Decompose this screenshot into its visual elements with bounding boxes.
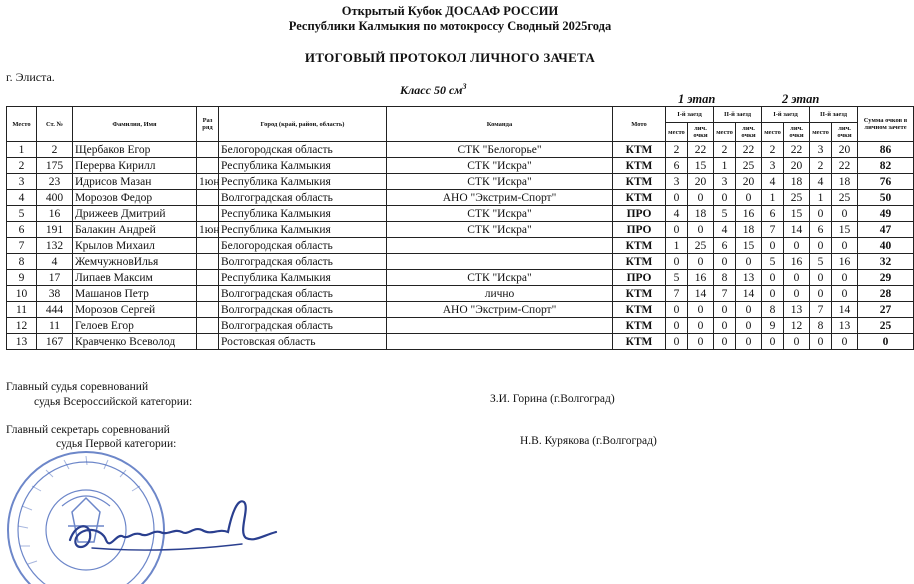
race-place-cell: 0 [810, 206, 832, 222]
moto-cell: КТМ [613, 142, 666, 158]
team-cell [387, 238, 613, 254]
race-points-cell: 0 [784, 238, 810, 254]
col-race-4: II-й заезд [810, 107, 858, 123]
race-place-cell: 0 [714, 318, 736, 334]
moto-cell: КТМ [613, 302, 666, 318]
table-row [7, 190, 914, 206]
sub-points: лич. очки [832, 123, 858, 142]
col-place: Место [7, 107, 37, 142]
race-points-cell: 14 [688, 286, 714, 302]
race-place-cell: 4 [666, 206, 688, 222]
race-points-cell: 0 [832, 334, 858, 350]
moto-cell: КТМ [613, 238, 666, 254]
col-team: Команда [387, 107, 613, 142]
sum-cell: 29 [858, 270, 914, 286]
city-cell: Волгоградская область [219, 318, 387, 334]
col-rank: Раз ряд [197, 107, 219, 142]
race-place-cell: 0 [714, 190, 736, 206]
race-points-cell: 0 [736, 190, 762, 206]
race-place-cell: 1 [810, 190, 832, 206]
place-cell: 5 [7, 206, 37, 222]
race-place-cell: 8 [714, 270, 736, 286]
name-cell: Морозов Сергей [73, 302, 197, 318]
city-cell: Республика Калмыкия [219, 174, 387, 190]
race-points-cell: 25 [784, 190, 810, 206]
race-points-cell: 16 [784, 254, 810, 270]
table-row [7, 158, 914, 174]
chief-secretary-name: Н.В. Курякова (г.Волгоград) [520, 435, 657, 447]
city-cell: Волгоградская область [219, 302, 387, 318]
class-superscript: 3 [462, 82, 467, 91]
team-cell: СТК "Искра" [387, 158, 613, 174]
race-place-cell: 2 [762, 142, 784, 158]
rank-cell [197, 142, 219, 158]
race-points-cell: 0 [832, 286, 858, 302]
race-place-cell: 4 [762, 174, 784, 190]
race-points-cell: 13 [832, 318, 858, 334]
number-cell: 167 [37, 334, 73, 350]
race-place-cell: 5 [714, 206, 736, 222]
race-points-cell: 15 [784, 206, 810, 222]
race-points-cell: 18 [688, 206, 714, 222]
sub-place: место [810, 123, 832, 142]
col-city: Город (край, район, область) [219, 107, 387, 142]
col-moto: Мото [613, 107, 666, 142]
race-place-cell: 6 [810, 222, 832, 238]
number-cell: 175 [37, 158, 73, 174]
race-place-cell: 0 [666, 318, 688, 334]
place-cell: 2 [7, 158, 37, 174]
race-place-cell: 7 [714, 286, 736, 302]
number-cell: 132 [37, 238, 73, 254]
race-points-cell: 13 [784, 302, 810, 318]
table-row [7, 302, 914, 318]
race-place-cell: 3 [714, 174, 736, 190]
name-cell: Щербаков Егор [73, 142, 197, 158]
number-cell: 16 [37, 206, 73, 222]
number-cell: 191 [37, 222, 73, 238]
race-place-cell: 0 [762, 238, 784, 254]
rank-cell [197, 206, 219, 222]
race-points-cell: 22 [832, 158, 858, 174]
race-place-cell: 2 [666, 142, 688, 158]
race-points-cell: 18 [832, 174, 858, 190]
sub-points: лич. очки [784, 123, 810, 142]
rank-cell [197, 302, 219, 318]
race-place-cell: 7 [666, 286, 688, 302]
race-place-cell: 0 [666, 334, 688, 350]
moto-cell: КТМ [613, 318, 666, 334]
moto-cell: КТМ [613, 254, 666, 270]
city-cell: Республика Калмыкия [219, 158, 387, 174]
rank-cell [197, 158, 219, 174]
race-points-cell: 0 [832, 238, 858, 254]
race-place-cell: 7 [762, 222, 784, 238]
table-row [7, 254, 914, 270]
race-place-cell: 0 [762, 286, 784, 302]
race-points-cell: 0 [688, 302, 714, 318]
col-sum: Сумма очков в личном зачете [858, 107, 914, 142]
name-cell: Крылов Михаил [73, 238, 197, 254]
place-cell: 4 [7, 190, 37, 206]
race-points-cell: 14 [736, 286, 762, 302]
race-points-cell: 22 [688, 142, 714, 158]
race-points-cell: 20 [688, 174, 714, 190]
race-place-cell: 0 [762, 334, 784, 350]
race-points-cell: 18 [736, 222, 762, 238]
number-cell: 11 [37, 318, 73, 334]
sum-cell: 49 [858, 206, 914, 222]
race-place-cell: 0 [810, 238, 832, 254]
race-place-cell: 6 [666, 158, 688, 174]
table-row [7, 270, 914, 286]
city-cell: Ростовская область [219, 334, 387, 350]
team-cell: СТК "Белогорье" [387, 142, 613, 158]
race-points-cell: 0 [688, 190, 714, 206]
name-cell: Морозов Федор [73, 190, 197, 206]
rank-cell: 1юн [197, 222, 219, 238]
number-cell: 444 [37, 302, 73, 318]
race-place-cell: 0 [810, 334, 832, 350]
race-points-cell: 0 [736, 318, 762, 334]
number-cell: 400 [37, 190, 73, 206]
chief-judge-title: Главный судья соревнований [6, 381, 149, 393]
sum-cell: 25 [858, 318, 914, 334]
city-cell: Республика Калмыкия [219, 222, 387, 238]
race-place-cell: 5 [666, 270, 688, 286]
place-cell: 13 [7, 334, 37, 350]
table-row [7, 174, 914, 190]
race-points-cell: 0 [832, 270, 858, 286]
place-cell: 11 [7, 302, 37, 318]
race-place-cell: 5 [810, 254, 832, 270]
chief-judge-category: судья Всероссийской категории: [34, 396, 193, 408]
race-place-cell: 2 [810, 158, 832, 174]
race-points-cell: 20 [736, 174, 762, 190]
sum-cell: 50 [858, 190, 914, 206]
chief-secretary-category: судья Первой категории: [56, 438, 177, 450]
header-row [7, 107, 914, 123]
race-points-cell: 15 [736, 238, 762, 254]
race-points-cell: 0 [688, 254, 714, 270]
place-cell: 9 [7, 270, 37, 286]
race-place-cell: 8 [762, 302, 784, 318]
col-race-2: II-й заезд [714, 107, 762, 123]
race-points-cell: 25 [736, 158, 762, 174]
name-cell: Машанов Петр [73, 286, 197, 302]
race-place-cell: 0 [810, 286, 832, 302]
place-cell: 7 [7, 238, 37, 254]
race-place-cell: 6 [714, 238, 736, 254]
header-line-1: Открытый Кубок ДОСААФ РОССИИ [341, 4, 559, 18]
name-cell: ЖемчужновИлья [73, 254, 197, 270]
sum-cell: 86 [858, 142, 914, 158]
sum-cell: 40 [858, 238, 914, 254]
number-cell: 4 [37, 254, 73, 270]
race-points-cell: 0 [688, 318, 714, 334]
sub-place: место [762, 123, 784, 142]
name-cell: Балакин Андрей [73, 222, 197, 238]
city-cell: Республика Калмыкия [219, 270, 387, 286]
name-cell: Дрижеев Дмитрий [73, 206, 197, 222]
team-cell: АНО "Экстрим-Спорт" [387, 302, 613, 318]
moto-cell: КТМ [613, 334, 666, 350]
race-place-cell: 0 [666, 222, 688, 238]
chief-judge-name: З.И. Горина (г.Волгоград) [490, 393, 615, 405]
name-cell: Липаев Максим [73, 270, 197, 286]
race-points-cell: 22 [784, 142, 810, 158]
race-points-cell: 22 [736, 142, 762, 158]
name-cell: Перерва Кирилл [73, 158, 197, 174]
race-points-cell: 15 [688, 158, 714, 174]
chief-secretary-title: Главный секретарь соревнований [6, 424, 170, 436]
col-number: Ст. № [37, 107, 73, 142]
race-points-cell: 20 [784, 158, 810, 174]
team-cell: СТК "Искра" [387, 206, 613, 222]
stage-2-label: 2 этап [782, 92, 820, 106]
race-points-cell: 0 [784, 270, 810, 286]
team-cell: СТК "Искра" [387, 270, 613, 286]
race-place-cell: 0 [666, 254, 688, 270]
moto-cell: КТМ [613, 286, 666, 302]
race-points-cell: 16 [688, 270, 714, 286]
table-row [7, 142, 914, 158]
race-place-cell: 4 [810, 174, 832, 190]
race-place-cell: 0 [714, 254, 736, 270]
race-points-cell: 0 [736, 334, 762, 350]
race-points-cell: 0 [784, 286, 810, 302]
sum-cell: 82 [858, 158, 914, 174]
race-place-cell: 9 [762, 318, 784, 334]
header-line-2: Республики Калмыкия по мотокроссу Сводный 2025года [288, 19, 612, 33]
team-cell [387, 318, 613, 334]
table-row [7, 286, 914, 302]
name-cell: Идрисов Мазан [73, 174, 197, 190]
race-points-cell: 0 [736, 254, 762, 270]
race-place-cell: 1 [762, 190, 784, 206]
race-place-cell: 0 [714, 334, 736, 350]
rank-cell [197, 334, 219, 350]
col-race-1: I-й заезд [666, 107, 714, 123]
city-cell: Белогородская область [219, 142, 387, 158]
stage-1-label: 1 этап [678, 92, 716, 106]
race-place-cell: 0 [666, 190, 688, 206]
team-cell: СТК "Искра" [387, 222, 613, 238]
race-points-cell: 16 [736, 206, 762, 222]
race-place-cell: 3 [666, 174, 688, 190]
team-cell: АНО "Экстрим-Спорт" [387, 190, 613, 206]
race-points-cell: 13 [736, 270, 762, 286]
place-cell: 6 [7, 222, 37, 238]
city-cell: Волгоградская область [219, 254, 387, 270]
sum-cell: 27 [858, 302, 914, 318]
sub-points: лич. очки [688, 123, 714, 142]
race-points-cell: 14 [832, 302, 858, 318]
place-cell: 3 [7, 174, 37, 190]
sub-points: лич. очки [736, 123, 762, 142]
sum-cell: 76 [858, 174, 914, 190]
moto-cell: ПРО [613, 270, 666, 286]
name-cell: Кравченко Всеволод [73, 334, 197, 350]
results-body [7, 142, 914, 350]
race-place-cell: 8 [810, 318, 832, 334]
race-place-cell: 3 [762, 158, 784, 174]
race-points-cell: 0 [832, 206, 858, 222]
place-cell: 1 [7, 142, 37, 158]
team-cell: СТК "Искра" [387, 174, 613, 190]
place-cell: 10 [7, 286, 37, 302]
race-points-cell: 14 [784, 222, 810, 238]
number-cell: 2 [37, 142, 73, 158]
handwritten-signature-icon [62, 492, 302, 562]
race-points-cell: 0 [736, 302, 762, 318]
race-place-cell: 0 [666, 302, 688, 318]
table-row [7, 206, 914, 222]
number-cell: 17 [37, 270, 73, 286]
place-cell: 12 [7, 318, 37, 334]
name-cell: Гелоев Егор [73, 318, 197, 334]
rank-cell [197, 270, 219, 286]
race-points-cell: 25 [832, 190, 858, 206]
city-cell: Волгоградская область [219, 286, 387, 302]
race-place-cell: 6 [762, 206, 784, 222]
race-place-cell: 3 [810, 142, 832, 158]
sub-place: место [714, 123, 736, 142]
sum-cell: 0 [858, 334, 914, 350]
moto-cell: КТМ [613, 174, 666, 190]
rank-cell [197, 318, 219, 334]
race-points-cell: 0 [688, 334, 714, 350]
city-cell: Республика Калмыкия [219, 206, 387, 222]
race-points-cell: 12 [784, 318, 810, 334]
rank-cell [197, 190, 219, 206]
sum-cell: 47 [858, 222, 914, 238]
race-place-cell: 0 [714, 302, 736, 318]
race-place-cell: 5 [762, 254, 784, 270]
city-cell: Волгоградская область [219, 190, 387, 206]
team-cell [387, 254, 613, 270]
race-place-cell: 2 [714, 142, 736, 158]
moto-cell: КТМ [613, 158, 666, 174]
moto-cell: КТМ [613, 190, 666, 206]
race-place-cell: 1 [666, 238, 688, 254]
results-table [6, 106, 914, 350]
race-points-cell: 15 [832, 222, 858, 238]
table-row [7, 222, 914, 238]
place-cell: 8 [7, 254, 37, 270]
city-label: г. Элиста. [6, 70, 55, 84]
team-cell: лично [387, 286, 613, 302]
rank-cell: 1юн [197, 174, 219, 190]
race-place-cell: 0 [762, 270, 784, 286]
class-text: Класс 50 см [400, 83, 463, 97]
race-place-cell: 0 [810, 270, 832, 286]
race-points-cell: 0 [688, 222, 714, 238]
race-place-cell: 7 [810, 302, 832, 318]
sub-place: место [666, 123, 688, 142]
rank-cell [197, 254, 219, 270]
number-cell: 23 [37, 174, 73, 190]
class-label [400, 82, 467, 98]
table-row [7, 238, 914, 254]
rank-cell [197, 286, 219, 302]
moto-cell: ПРО [613, 206, 666, 222]
table-row [7, 334, 914, 350]
col-name: Фамилия, Имя [73, 107, 197, 142]
table-row [7, 318, 914, 334]
race-place-cell: 4 [714, 222, 736, 238]
sum-cell: 32 [858, 254, 914, 270]
number-cell: 38 [37, 286, 73, 302]
team-cell [387, 334, 613, 350]
rank-cell [197, 238, 219, 254]
race-points-cell: 18 [784, 174, 810, 190]
race-place-cell: 1 [714, 158, 736, 174]
sum-cell: 28 [858, 286, 914, 302]
col-race-3: I-й заезд [762, 107, 810, 123]
race-points-cell: 25 [688, 238, 714, 254]
city-cell: Белогородская область [219, 238, 387, 254]
race-points-cell: 20 [832, 142, 858, 158]
moto-cell: ПРО [613, 222, 666, 238]
race-points-cell: 0 [784, 334, 810, 350]
race-points-cell: 16 [832, 254, 858, 270]
protocol-title: ИТОГОВЫЙ ПРОТОКОЛ ЛИЧНОГО ЗАЧЕТА [304, 50, 596, 65]
